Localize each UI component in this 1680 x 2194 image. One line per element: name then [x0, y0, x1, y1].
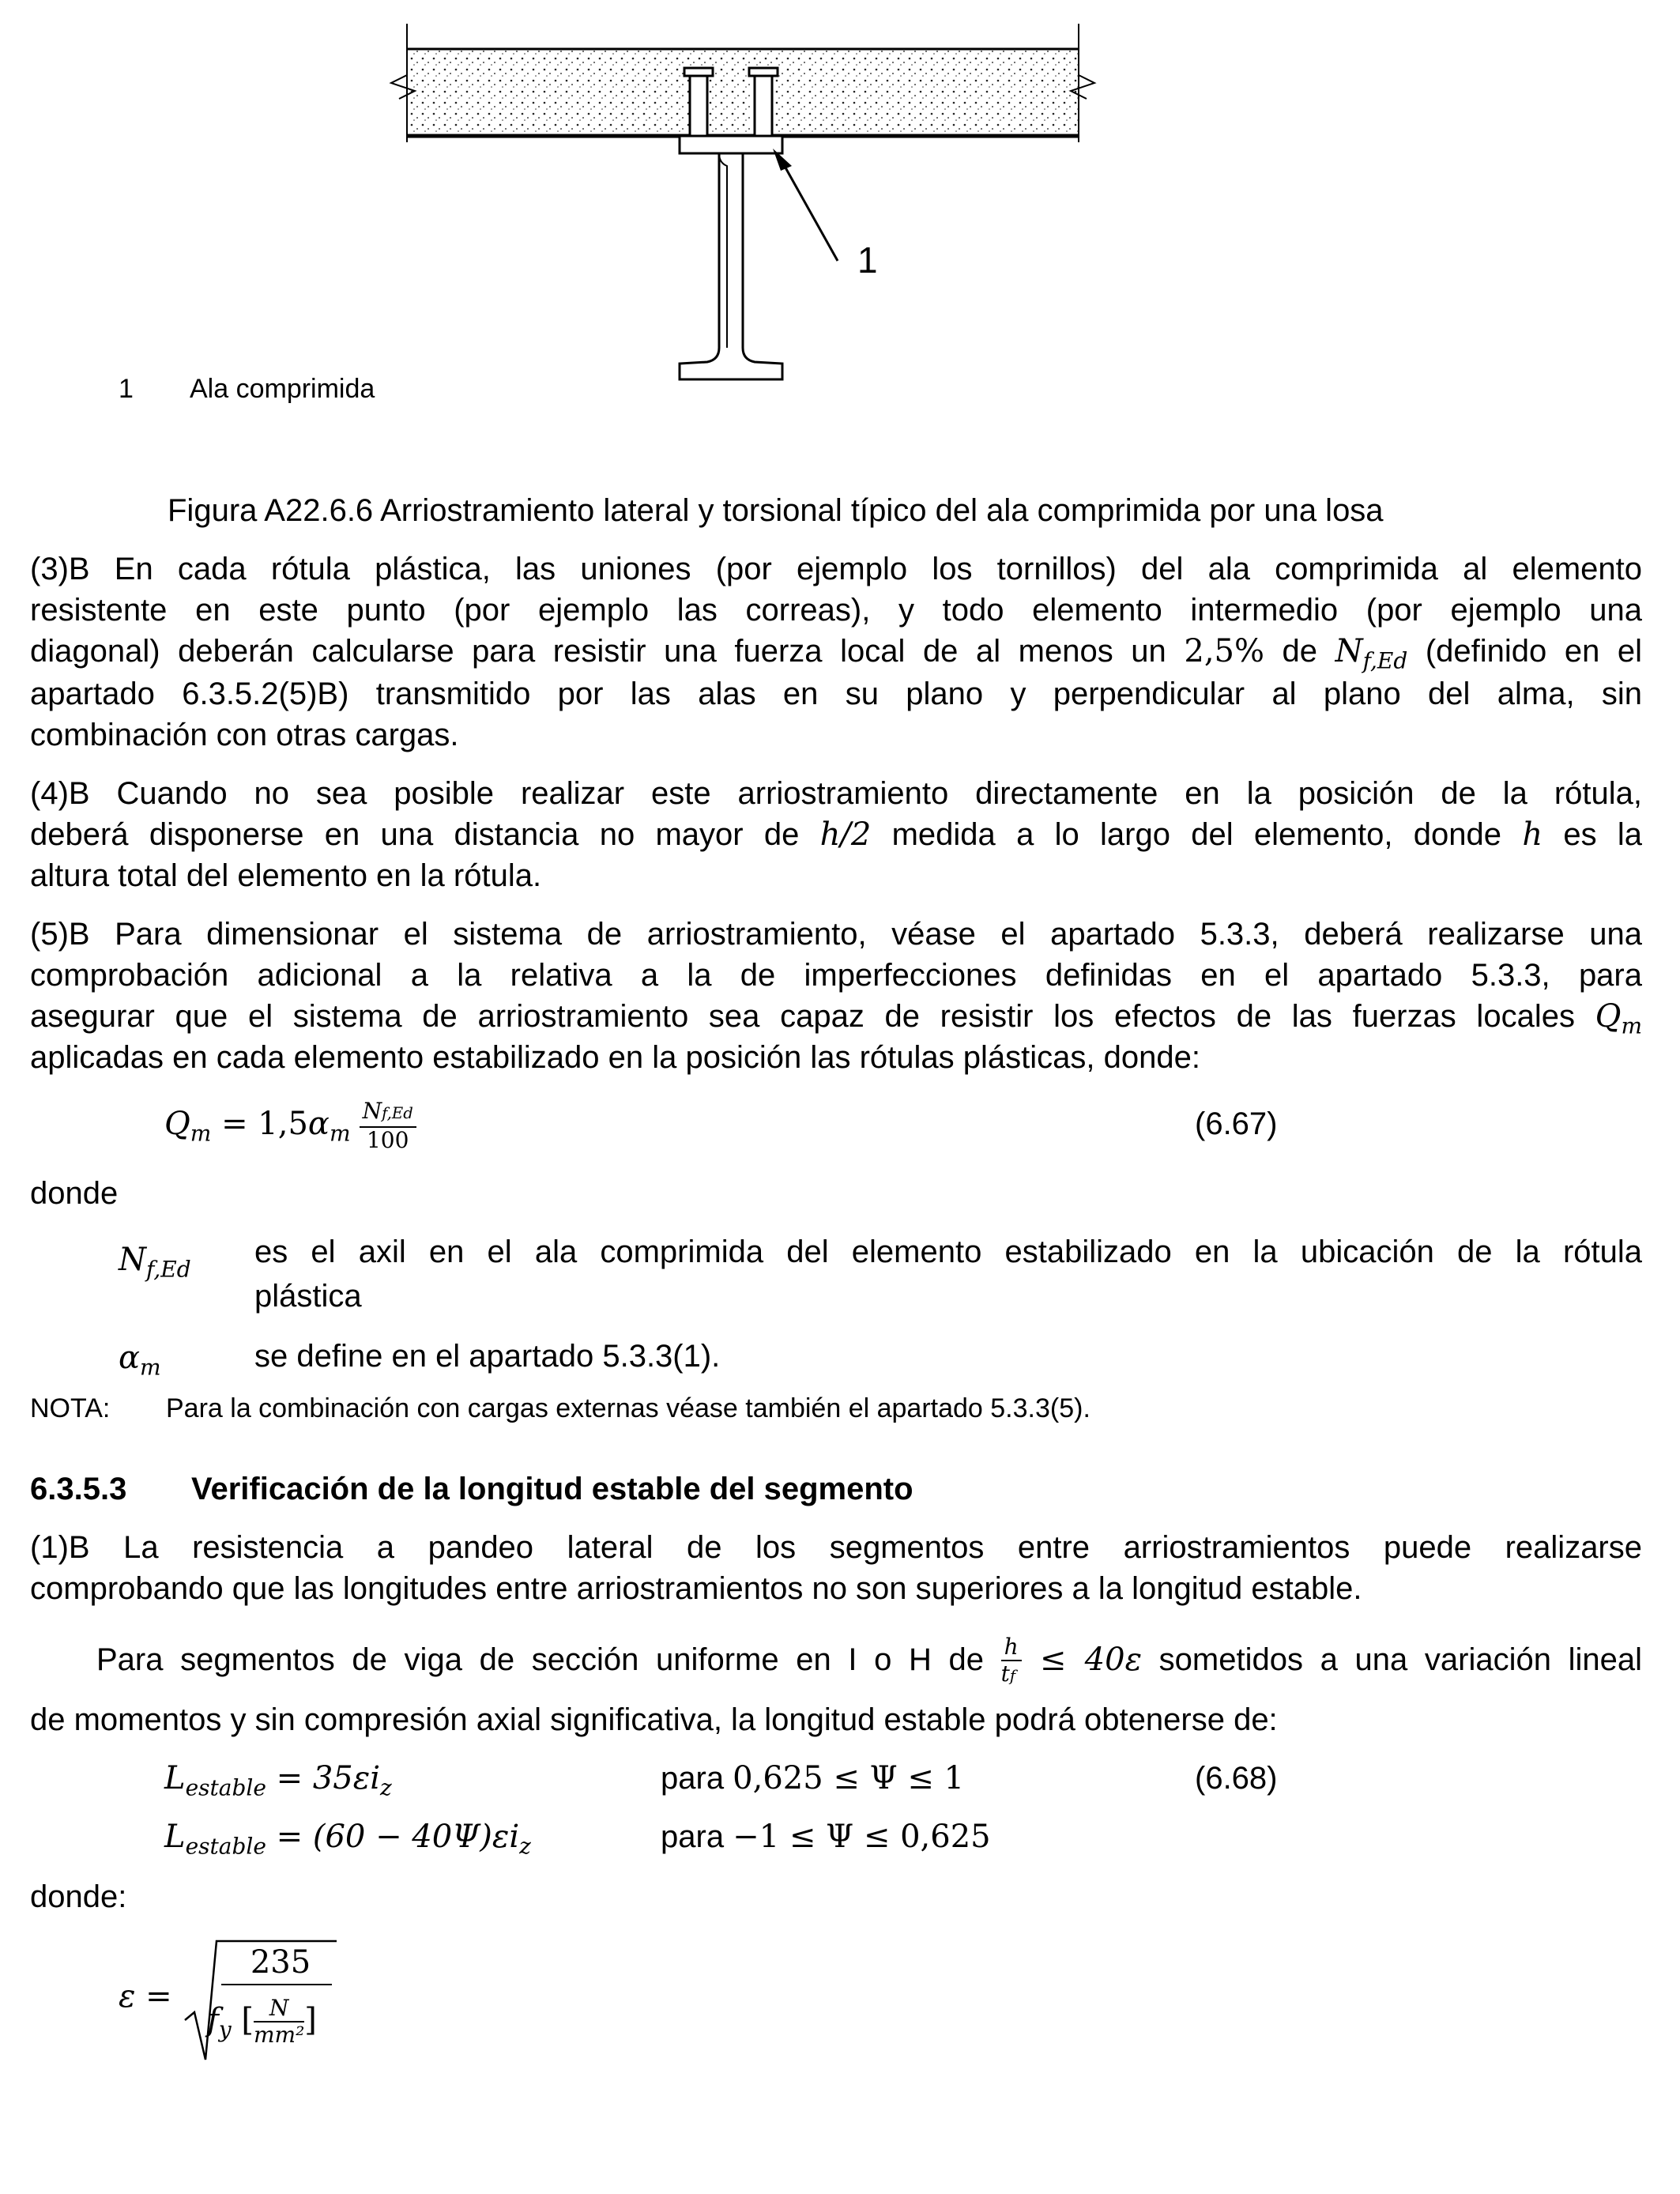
def-N-text2: plástica	[254, 1279, 362, 1314]
nota-label: NOTA:	[30, 1393, 111, 1423]
eq68-line1-cond: para 0,625 ≤ Ψ ≤ 1	[661, 1760, 965, 1796]
def-N-symbol: $N_{f,Ed}$	[119, 1242, 191, 1283]
figure-callout-number: 1	[857, 239, 878, 281]
def-alpha-symbol: $\alpha_m$	[119, 1340, 161, 1381]
pseg-line1: Para segmentos de viga de sección uniforme en I o H de $\frac{h}{tf}$ ≤ 40ε sometidos a una variación lineal	[96, 1633, 1642, 1687]
p1-line1: (1)B La resistencia a pandeo lateral de los segmentos entre arriostramientos puede realizarse	[30, 1530, 1642, 1565]
equation-6-67-number: (6.67)	[1195, 1106, 1278, 1141]
section-title: Verificación de la longitud estable del segmento	[191, 1472, 913, 1506]
figure-caption: Figura A22.6.6 Arriostramiento lateral y torsional típico del ala comprimida por una losa	[168, 493, 1384, 528]
p1-line2: comprobando que las longitudes entre arriostramientos no son superiores a la longitud estable.	[30, 1571, 1362, 1606]
p5-line3: asegurar que el sistema de arriostramiento sea capaz de resistir los efectos de las fuerzas locales $Q_m$	[30, 998, 1642, 1039]
p3-line2: resistente en este punto (por ejemplo las correas), y todo elemento intermedio (por ejemplo una	[30, 593, 1642, 628]
p4-line2: deberá disponerse en una distancia no mayor de h/2 medida a lo largo del elemento, donde h es la	[30, 816, 1643, 853]
donde-label-2: donde:	[30, 1879, 127, 1914]
p5-line1: (5)B Para dimensionar el sistema de arriostramiento, véase el apartado 5.3.3, deberá realizarse una	[30, 917, 1642, 952]
epsilon-lhs: ε =	[119, 1978, 172, 2015]
i-beam-section	[680, 136, 782, 379]
p3-line5: combinación con otras cargas.	[30, 718, 459, 752]
eq68-line2-lhs: $L_{estable} = (60 - 40\Psi)\varepsilon i_z$	[164, 1819, 531, 1860]
p4-line3: altura total del elemento en la rótula.	[30, 858, 542, 893]
donde-label: donde	[30, 1176, 119, 1211]
figure-legend-text: Ala comprimida	[190, 374, 375, 404]
beam-slab-figure	[379, 16, 1106, 395]
p3-line3: diagonal) deberán calcularse para resistir una fuerza local de al menos un 2,5% de $N_{f,Ed}$ (definido en el	[30, 633, 1643, 674]
callout-arrow	[773, 149, 838, 261]
equation-6-67: $Q_m = 1,5\alpha_m$ $\frac{Nf,Ed}{100}$	[164, 1092, 416, 1165]
concrete-slab	[391, 24, 1094, 142]
p5-line2: comprobación adicional a la relativa a la de imperfecciones definidas en el apartado 5.3.3, para	[30, 958, 1642, 993]
p3-line4: apartado 6.3.5.2(5)B) transmitido por las alas en su plano y perpendicular al plano del alma, sin	[30, 677, 1642, 711]
epsilon-fraction-bar	[221, 1984, 332, 1985]
def-alpha-text: se define en el apartado 5.3.3(1).	[254, 1339, 721, 1374]
pseg-line2: de momentos y sin compresión axial significativa, la longitud estable podrá obtenerse de:	[30, 1702, 1278, 1737]
p5-line4: aplicadas en cada elemento estabilizado en la posición las rótulas plásticas, donde:	[30, 1040, 1200, 1075]
p3-line1: (3)B En cada rótula plástica, las uniones (por ejemplo los tornillos) del ala comprimida al elemento	[30, 552, 1642, 586]
equation-6-68-number: (6.68)	[1195, 1761, 1278, 1796]
nota-text: Para la combinación con cargas externas véase también el apartado 5.3.3(5).	[166, 1393, 1090, 1423]
eq68-line1-lhs: $L_{estable} = 35\varepsilon i_z$	[164, 1760, 392, 1801]
epsilon-numerator: 235	[250, 1944, 311, 1981]
epsilon-denominator: $f_y$ [ $\frac{N}{\text{mm²}}$ ]	[207, 1995, 317, 2049]
def-N-text1: es el axil en el ala comprimida del elemento estabilizado en la ubicación de la rótula	[254, 1235, 1642, 1269]
figure-legend-number: 1	[119, 374, 134, 404]
p4-line1: (4)B Cuando no sea posible realizar este arriostramiento directamente en la posición de la rótula,	[30, 776, 1642, 811]
section-number: 6.3.5.3	[30, 1472, 127, 1506]
eq68-line2-cond: para −1 ≤ Ψ ≤ 0,625	[661, 1819, 991, 1855]
